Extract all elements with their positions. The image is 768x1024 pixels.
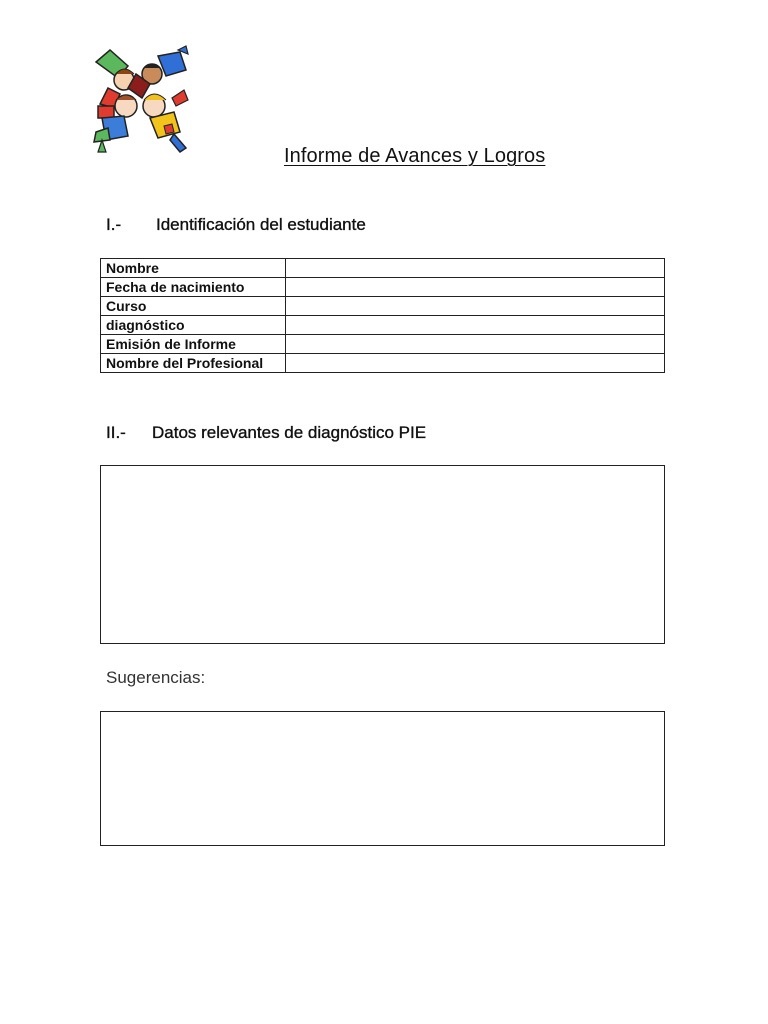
section-2-title: Datos relevantes de diagnóstico PIE xyxy=(152,423,427,442)
student-identification-table xyxy=(100,258,665,373)
table-row xyxy=(101,335,665,354)
table-row xyxy=(101,297,665,316)
field-value-diagnostico[interactable] xyxy=(286,316,665,335)
field-value-fecha-nacimiento[interactable] xyxy=(286,278,665,297)
document-title: Informe de Avances y Logros xyxy=(284,145,546,167)
section-2-heading xyxy=(106,423,426,443)
section-1-number: I.- xyxy=(106,215,122,234)
table-row xyxy=(101,278,665,297)
field-value-nombre-profesional[interactable] xyxy=(286,354,665,373)
field-value-nombre[interactable] xyxy=(286,259,665,278)
section-1-title: Identificación del estudiante xyxy=(156,215,366,234)
field-label-nombre: Nombre xyxy=(101,259,286,278)
child-green-top-icon xyxy=(96,50,134,90)
table-row xyxy=(101,316,665,335)
sugerencias-box[interactable] xyxy=(100,711,665,846)
section-1-heading xyxy=(106,215,366,235)
child-yellow-icon xyxy=(143,90,188,152)
field-label-curso: Curso xyxy=(101,297,286,316)
field-label-emision-informe: Emisión de Informe xyxy=(101,335,286,354)
section-2-number: II.- xyxy=(106,423,126,442)
child-blue-top-icon xyxy=(142,46,188,84)
field-value-emision-informe[interactable] xyxy=(286,335,665,354)
children-circle-logo-icon xyxy=(88,44,198,156)
table-row xyxy=(101,259,665,278)
table-row xyxy=(101,354,665,373)
field-label-nombre-profesional: Nombre del Profesional xyxy=(101,354,286,373)
sugerencias-label: Sugerencias: xyxy=(106,668,206,687)
diagnostico-pie-box[interactable] xyxy=(100,465,665,644)
field-label-fecha-nacimiento: Fecha de nacimiento xyxy=(101,278,286,297)
field-value-curso[interactable] xyxy=(286,297,665,316)
field-label-diagnostico: diagnóstico xyxy=(101,316,286,335)
